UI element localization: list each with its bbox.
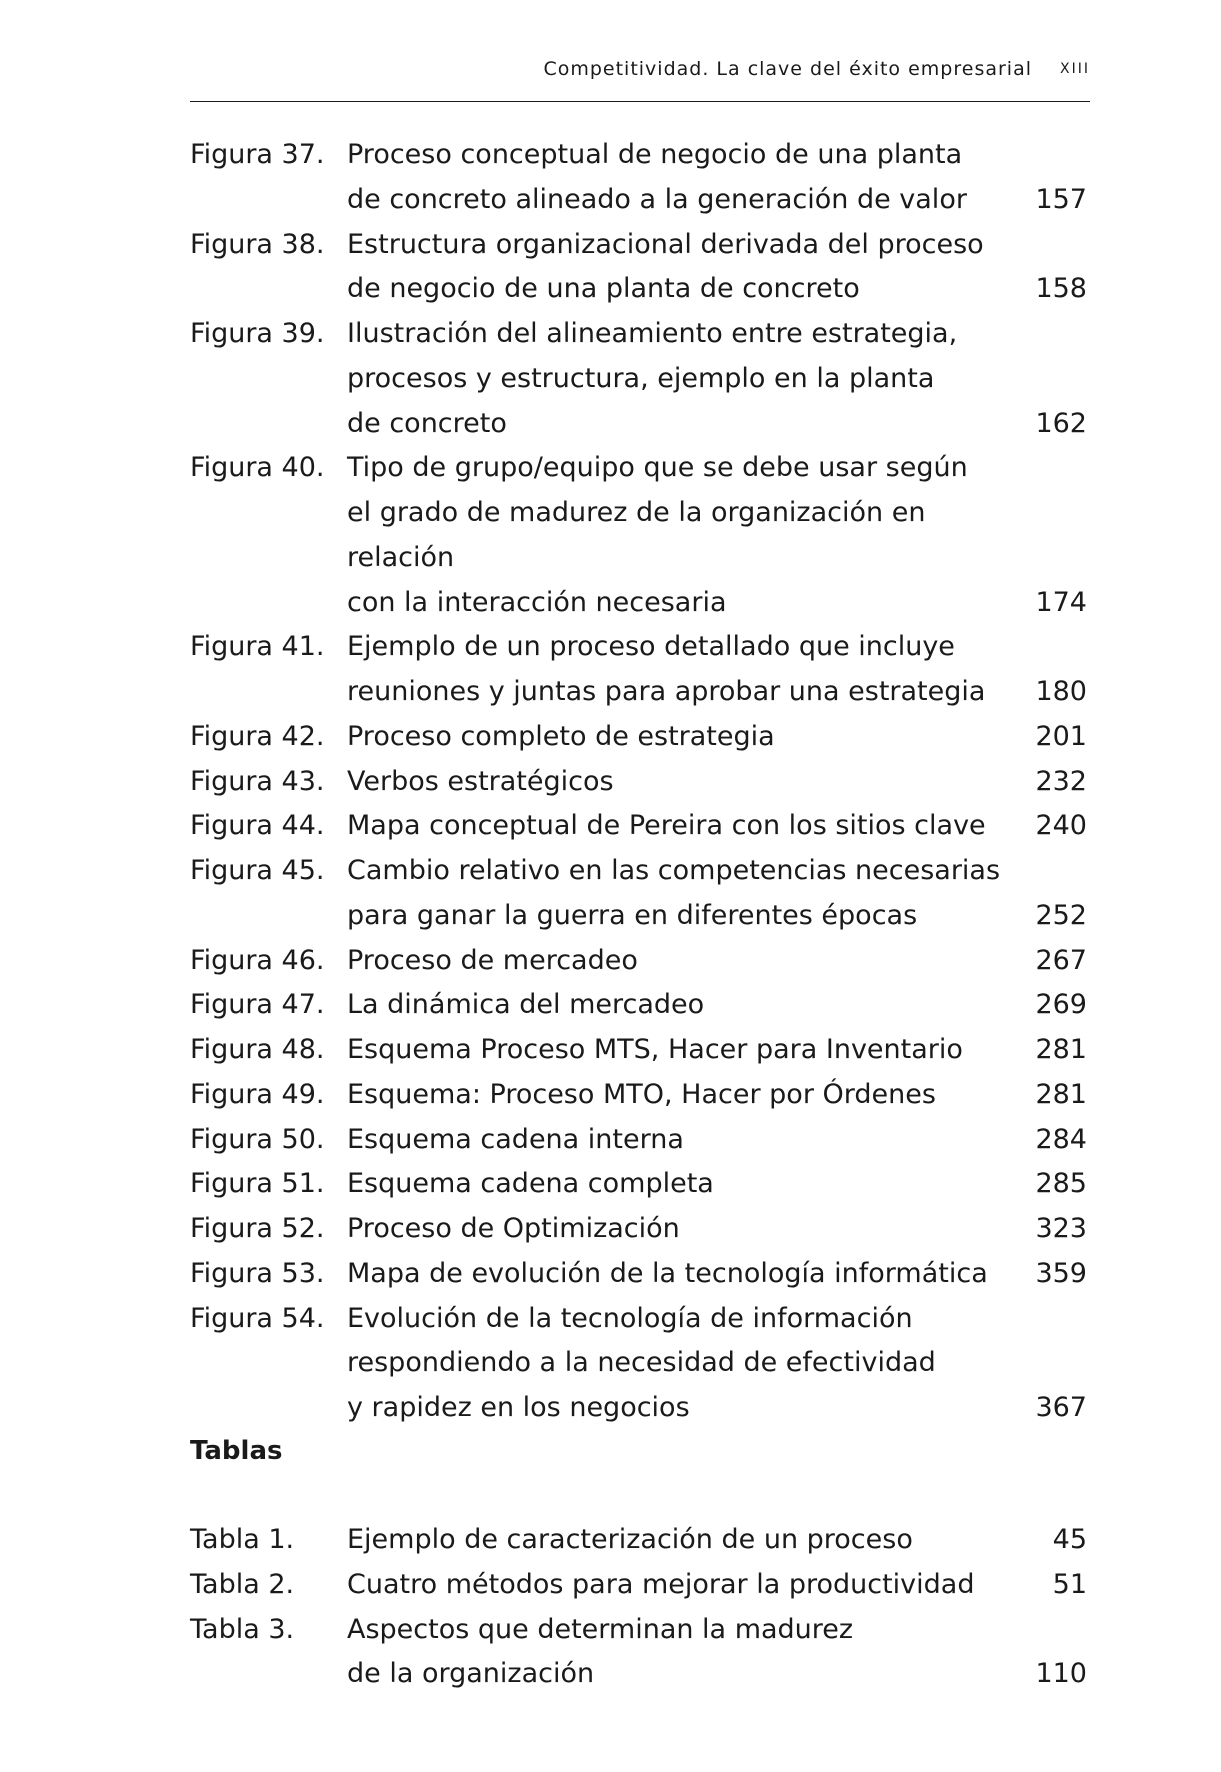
figure-entry-title: Evolución de la tecnología de información respondiendo a la necesidad de efectividad y rapidez en los negocios: [347, 1302, 936, 1423]
table-entry-title: Aspectos que determinan la madurez de la organización: [347, 1613, 854, 1690]
running-header: [190, 58, 1090, 88]
figure-entry: [190, 1252, 1090, 1297]
figure-entry-title: Ilustración del alineamiento entre estrategia, procesos y estructura, ejemplo en la planta de concreto: [347, 318, 958, 439]
figure-entry: [190, 312, 1090, 446]
figure-entry-title: Mapa de evolución de la tecnología informática: [347, 1257, 988, 1289]
figure-entry-page: 359: [1035, 1257, 1087, 1289]
figure-entry-page: 201: [1035, 720, 1087, 752]
table-entry-page: 45: [1052, 1524, 1087, 1555]
tables-heading: Tablas: [190, 1436, 283, 1466]
figure-entry-page: 240: [1035, 810, 1087, 842]
figure-entry-label: Figura 48.: [190, 1034, 325, 1065]
figure-entry-title: Esquema Proceso MTS, Hacer para Inventario: [347, 1034, 963, 1065]
figure-entry: [190, 223, 1090, 313]
figure-entry-page: 269: [1035, 989, 1087, 1021]
figure-entry-page: 367: [1035, 1392, 1087, 1423]
figure-entry: [190, 133, 1090, 223]
figure-entry-label: Figura 38.: [190, 228, 325, 260]
table-entry: [190, 1563, 1090, 1608]
figure-entry-page: 252: [1035, 899, 1087, 931]
figure-entry-title: Proceso de mercadeo: [347, 944, 638, 976]
figure-entry: [190, 939, 1090, 984]
figure-entry-page: 281: [1035, 1078, 1087, 1110]
figure-entry: [190, 1073, 1090, 1118]
figure-entry-label: Figura 44.: [190, 810, 325, 842]
figure-entry-label: Figura 51.: [190, 1168, 325, 1200]
figure-entry: [190, 849, 1090, 939]
figure-entry-label: Figura 43.: [190, 765, 325, 797]
figure-entry-label: Figura 47.: [190, 989, 325, 1021]
figure-entry-page: 323: [1035, 1213, 1087, 1244]
table-entry: [190, 1608, 1090, 1698]
table-entry-label: Tabla 2.: [190, 1568, 295, 1600]
figure-entry-page: 157: [1035, 183, 1087, 215]
figure-entry-label: Figura 41.: [190, 631, 325, 663]
figure-entry-page: 285: [1035, 1168, 1087, 1200]
figure-entry-label: Figura 50.: [190, 1123, 325, 1155]
figure-entry-label: Figura 37.: [190, 139, 325, 170]
figure-entry-page: 162: [1035, 407, 1087, 439]
header-rule: [190, 101, 1090, 102]
table-entry-page: 110: [1035, 1658, 1087, 1690]
figure-entry-title: Proceso de Optimización: [347, 1213, 680, 1244]
figure-entry-page: 281: [1035, 1034, 1087, 1065]
figure-entry-title: Esquema cadena interna: [347, 1123, 684, 1155]
figures-list: [190, 133, 1090, 1431]
figure-entry: [190, 715, 1090, 760]
table-entry-label: Tabla 1.: [190, 1524, 295, 1555]
figure-entry-title: Proceso conceptual de negocio de una planta de concreto alineado a la generación de valor: [347, 139, 967, 215]
figure-entry: [190, 983, 1090, 1028]
figure-entry-title: Esquema: Proceso MTO, Hacer por Órdenes: [347, 1078, 936, 1110]
figure-entry-label: Figura 54.: [190, 1302, 325, 1334]
figure-entry-page: 180: [1035, 676, 1087, 707]
table-entry-label: Tabla 3.: [190, 1613, 295, 1645]
figure-entry: [190, 1118, 1090, 1163]
figure-entry: [190, 625, 1090, 715]
figure-entry-title: Mapa conceptual de Pereira con los sitios clave: [347, 810, 986, 842]
figure-entry: [190, 804, 1090, 849]
figure-entry-title: Tipo de grupo/equipo que se debe usar según el grado de madurez de la organización en relación con la interacción necesaria: [347, 452, 968, 618]
running-header-title: Competitividad. La clave del éxito empresarial: [543, 58, 1032, 80]
figure-entry-label: Figura 52.: [190, 1213, 325, 1244]
figure-entry: [190, 1297, 1090, 1431]
table-entry-title: Ejemplo de caracterización de un proceso: [347, 1524, 913, 1555]
figure-entry-label: Figura 45.: [190, 855, 325, 886]
figure-entry-page: 284: [1035, 1123, 1087, 1155]
figure-entry-title: Verbos estratégicos: [347, 765, 614, 797]
figure-entry-label: Figura 49.: [190, 1078, 325, 1110]
figure-entry-page: 267: [1035, 944, 1087, 976]
tables-list: [190, 1518, 1090, 1697]
figure-entry: [190, 760, 1090, 805]
figure-entry-label: Figura 46.: [190, 944, 325, 976]
table-entry: [190, 1518, 1090, 1563]
figure-entry: [190, 1162, 1090, 1207]
figure-entry-title: Esquema cadena completa: [347, 1168, 714, 1200]
figure-entry-title: Ejemplo de un proceso detallado que incluye reuniones y juntas para aprobar una estrategia: [347, 631, 986, 707]
figure-entry-title: Cambio relativo en las competencias necesarias para ganar la guerra en diferentes épocas: [347, 855, 1001, 931]
figure-entry-page: 232: [1035, 765, 1087, 797]
table-entry-page: 51: [1052, 1568, 1087, 1600]
table-entry-title: Cuatro métodos para mejorar la productividad: [347, 1568, 975, 1600]
page-number: XIII: [1060, 61, 1090, 77]
figure-entry-title: Estructura organizacional derivada del proceso de negocio de una planta de concreto: [347, 228, 984, 305]
figure-entry-label: Figura 53.: [190, 1257, 325, 1289]
figure-entry-title: Proceso completo de estrategia: [347, 720, 775, 752]
figure-entry-page: 174: [1035, 586, 1087, 618]
figure-entry-label: Figura 39.: [190, 318, 325, 349]
figure-entry-title: La dinámica del mercadeo: [347, 989, 705, 1021]
figure-entry-label: Figura 42.: [190, 720, 325, 752]
figure-entry-label: Figura 40.: [190, 452, 325, 484]
figure-entry: [190, 446, 1090, 625]
figure-entry: [190, 1207, 1090, 1252]
figure-entry: [190, 1028, 1090, 1073]
figure-entry-page: 158: [1035, 273, 1087, 305]
